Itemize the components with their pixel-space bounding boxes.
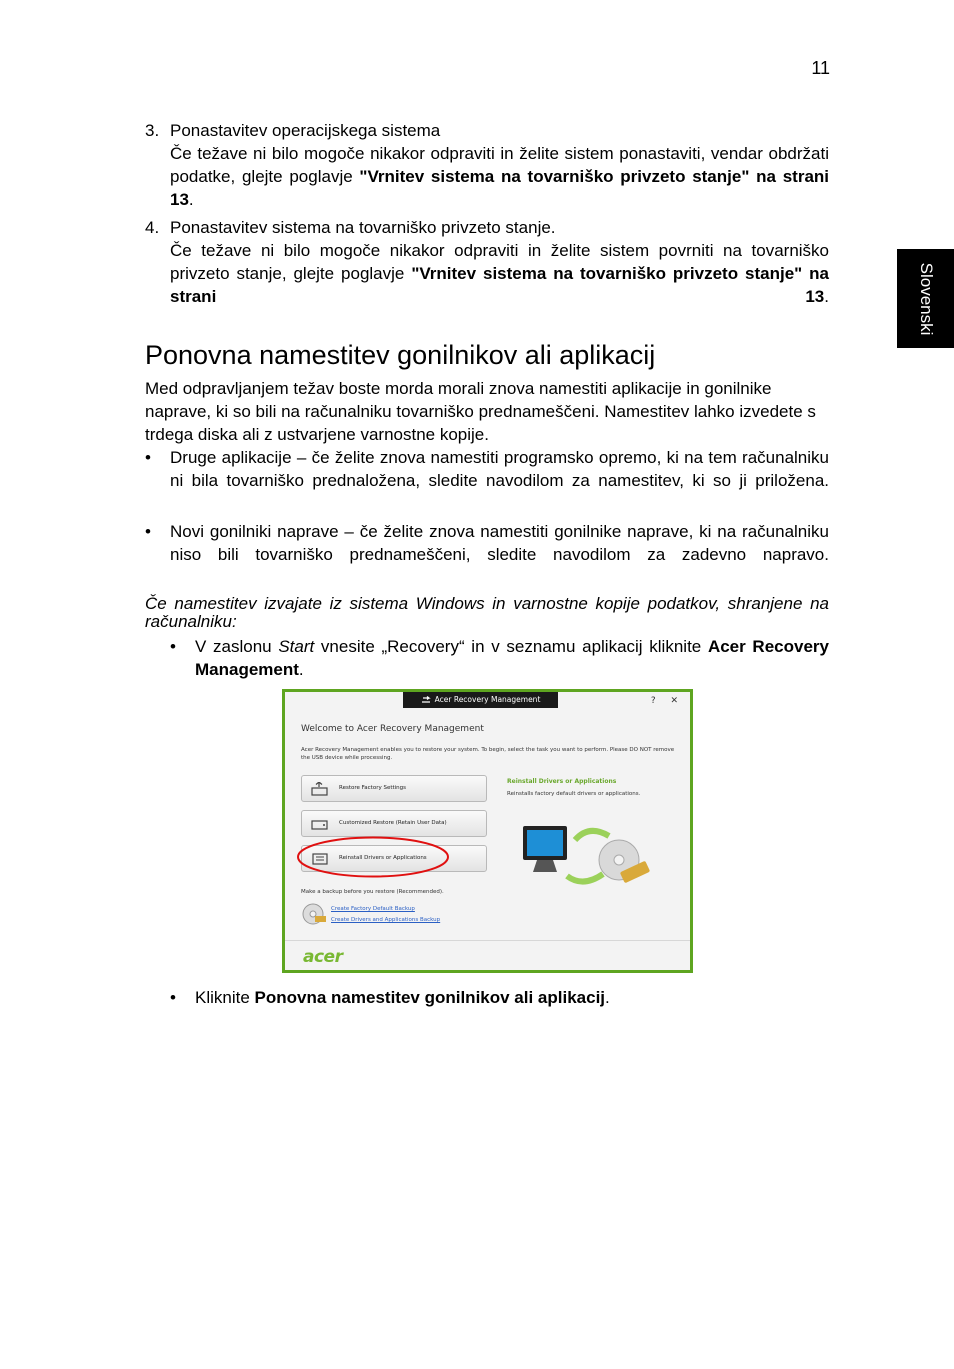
highlight-ellipse bbox=[295, 835, 451, 879]
step-title: Ponastavitev sistema na tovarniško privzeto stanje. bbox=[170, 218, 556, 237]
recovery-illustration-icon bbox=[517, 820, 657, 890]
recovery-intro: Acer Recovery Management enables you to restore your system. To begin, select the task you want to perform. Please DO NOT remove the USB device while processing. bbox=[301, 747, 675, 761]
bullet-marker: • bbox=[145, 448, 151, 467]
sub-bullet-text: V zaslonu Start vnesite „Recovery“ in v seznamu aplikacij kliknite Acer Recovery Management. bbox=[195, 637, 829, 679]
drive-icon bbox=[311, 817, 329, 831]
step-body: Če težave ni bilo mogoče nikakor odpraviti in želite sistem ponastaviti, vendar obdržati podatke, glejte poglavje "Vrnitev sistema na tovarniško privzeto stanje" na strani 13. bbox=[170, 144, 830, 209]
sub-bullet-text: Kliknite Ponovna namestitev gonilnikov ali aplikacij. bbox=[195, 988, 610, 1007]
acer-logo: acer bbox=[303, 947, 343, 967]
customized-restore-button[interactable] bbox=[301, 810, 487, 837]
option-label: Restore Factory Settings bbox=[339, 785, 407, 791]
language-tab bbox=[897, 249, 954, 348]
step-number: 4. bbox=[145, 218, 160, 237]
bullet-marker: • bbox=[170, 637, 176, 656]
backup-links bbox=[331, 904, 440, 926]
italic-note: Če namestitev izvajate iz sistema Windows in varnostne kopije podatkov, shranjene na računalniku: bbox=[145, 594, 829, 631]
create-factory-backup-link[interactable]: Create Factory Default Backup bbox=[331, 906, 415, 912]
bullet-text: Druge aplikacije – če želite znova namestiti programsko opremo, ki na tem računalniku ni bila tovarniško prednaložena, sledite navodilom za namestitev, ki so ji priložena. bbox=[170, 448, 829, 490]
section-heading: Ponovna namestitev gonilnikov ali aplikacij bbox=[145, 340, 656, 370]
welcome-heading: Welcome to Acer Recovery Management bbox=[301, 724, 484, 734]
restore-factory-settings-button[interactable] bbox=[301, 775, 487, 802]
selected-option-title: Reinstall Drivers or Applications bbox=[507, 778, 617, 785]
option-label: Customized Restore (Retain User Data) bbox=[339, 820, 447, 826]
intro-paragraph: Med odpravljanjem težav boste morda morali znova namestiti aplikacije in gonilnike naprave, ki so bili na računalniku tovarniško prednameščeni. Namestitev lahko izvedete s trdega diska ali z ustvarjene varnostne kopije. bbox=[145, 379, 816, 444]
footer-divider bbox=[285, 940, 690, 941]
backup-note: Make a backup before you restore (Recommended). bbox=[301, 889, 444, 895]
backup-disc-icon bbox=[301, 902, 327, 926]
step-number: 3. bbox=[145, 121, 160, 140]
bullet-marker: • bbox=[170, 988, 176, 1007]
step-body: Če težave ni bilo mogoče nikakor odpraviti in želite sistem povrniti na tovarniško privzeto stanje, glejte poglavje "Vrnitev sistema na tovarniško privzeto stanje" na strani 13. bbox=[170, 241, 829, 306]
window-controls[interactable]: ? ✕ bbox=[650, 696, 684, 706]
recovery-window bbox=[285, 692, 690, 970]
restore-icon bbox=[311, 782, 329, 796]
window-title: Acer Recovery Management bbox=[434, 695, 541, 704]
create-drivers-backup-link[interactable]: Create Drivers and Applications Backup bbox=[331, 917, 441, 923]
recovery-screenshot bbox=[282, 689, 693, 973]
window-titlebar bbox=[403, 692, 558, 708]
page-number: 11 bbox=[811, 58, 830, 78]
bullet-marker: • bbox=[145, 522, 151, 541]
option-label: Reinstall Drivers or Applications bbox=[339, 855, 427, 861]
step-title: Ponastavitev operacijskega sistema bbox=[170, 121, 441, 140]
bullet-text: Novi gonilniki naprave – če želite znova namestiti gonilnike naprave, ki na računalniku niso bili tovarniško prednameščeni, sledite navodilom za zadevno napravo. bbox=[170, 522, 829, 564]
selected-option-description: Reinstalls factory default drivers or applications. bbox=[507, 791, 641, 797]
language-tab-label: Slovenski bbox=[916, 262, 936, 335]
recovery-app-icon bbox=[421, 696, 432, 704]
